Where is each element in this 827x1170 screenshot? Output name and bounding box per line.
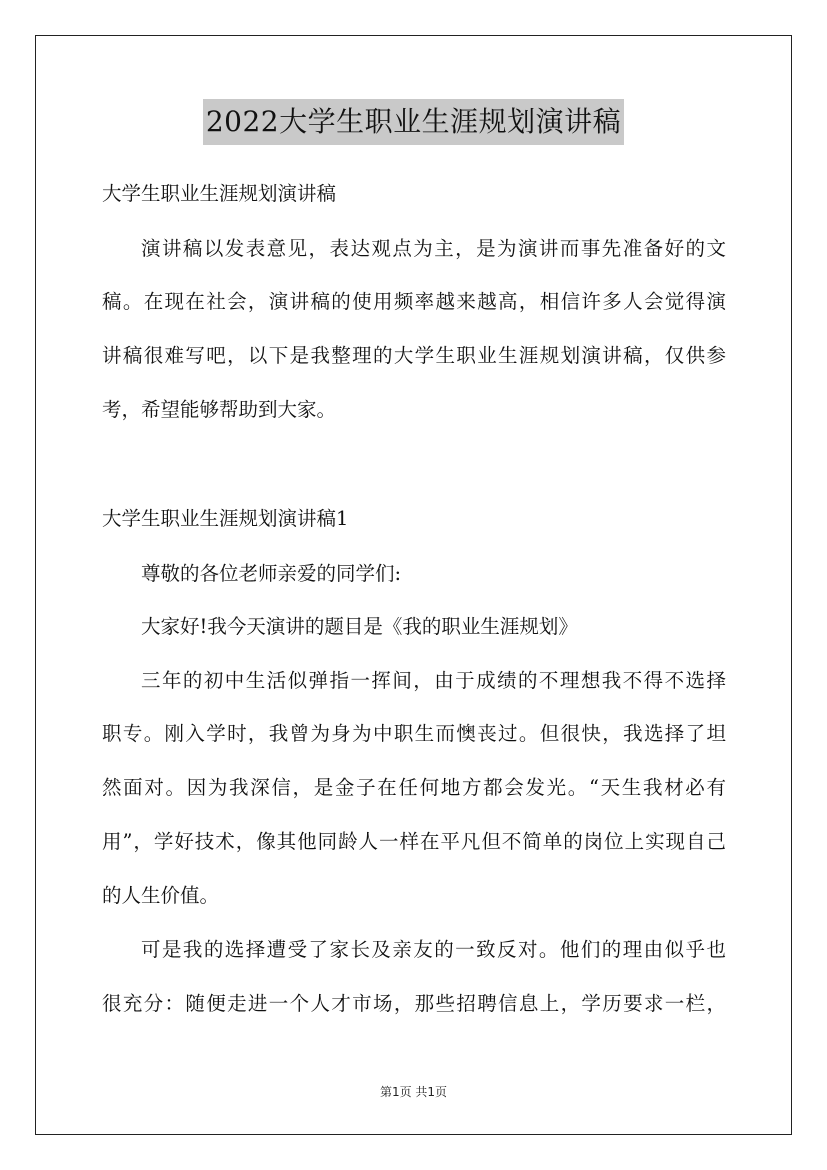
greeting-line: 大家好!我今天演讲的题目是《我的职业生涯规划》 <box>141 615 578 638</box>
section-heading: 大学生职业生涯规划演讲稿1 <box>102 507 349 530</box>
paragraph-line: 可是我的选择遭受了家长及亲友的一致反对。他们的理由似乎也 <box>141 938 726 961</box>
paragraph-line: 用”，学好技术，像其他同龄人一样在平凡但不简单的岗位上实现自己 <box>102 830 726 853</box>
paragraph-line: 考，希望能够帮助到大家。 <box>102 398 337 421</box>
title-container <box>0 99 827 145</box>
paragraph-line: 演讲稿以发表意见，表达观点为主，是为演讲而事先准备好的文 <box>141 237 726 260</box>
paragraph-line: 职专。刚入学时，我曾为身为中职生而懊丧过。但很快，我选择了坦 <box>102 722 726 745</box>
salutation: 尊敬的各位老师亲爱的同学们: <box>141 562 402 585</box>
paragraph-line: 稿。在现在社会，演讲稿的使用频率越来越高，相信许多人会觉得演 <box>102 290 726 313</box>
paragraph-line: 然面对。因为我深信，是金子在任何地方都会发光。“天生我材必有 <box>102 776 726 799</box>
paragraph-line: 的人生价值。 <box>102 884 220 907</box>
paragraph-line: 讲稿很难写吧，以下是我整理的大学生职业生涯规划演讲稿，仅供参 <box>102 344 726 367</box>
paragraph-line: 三年的初中生活似弹指一挥间，由于成绩的不理想我不得不选择 <box>141 669 726 692</box>
paragraph-line: 很充分：随便走进一个人才市场，那些招聘信息上，学历要求一栏， <box>102 992 726 1015</box>
document-title: 2022大学生职业生涯规划演讲稿 <box>203 99 624 145</box>
page-number-footer: 第1页 共1页 <box>379 1085 448 1099</box>
section-heading: 大学生职业生涯规划演讲稿 <box>102 182 337 205</box>
